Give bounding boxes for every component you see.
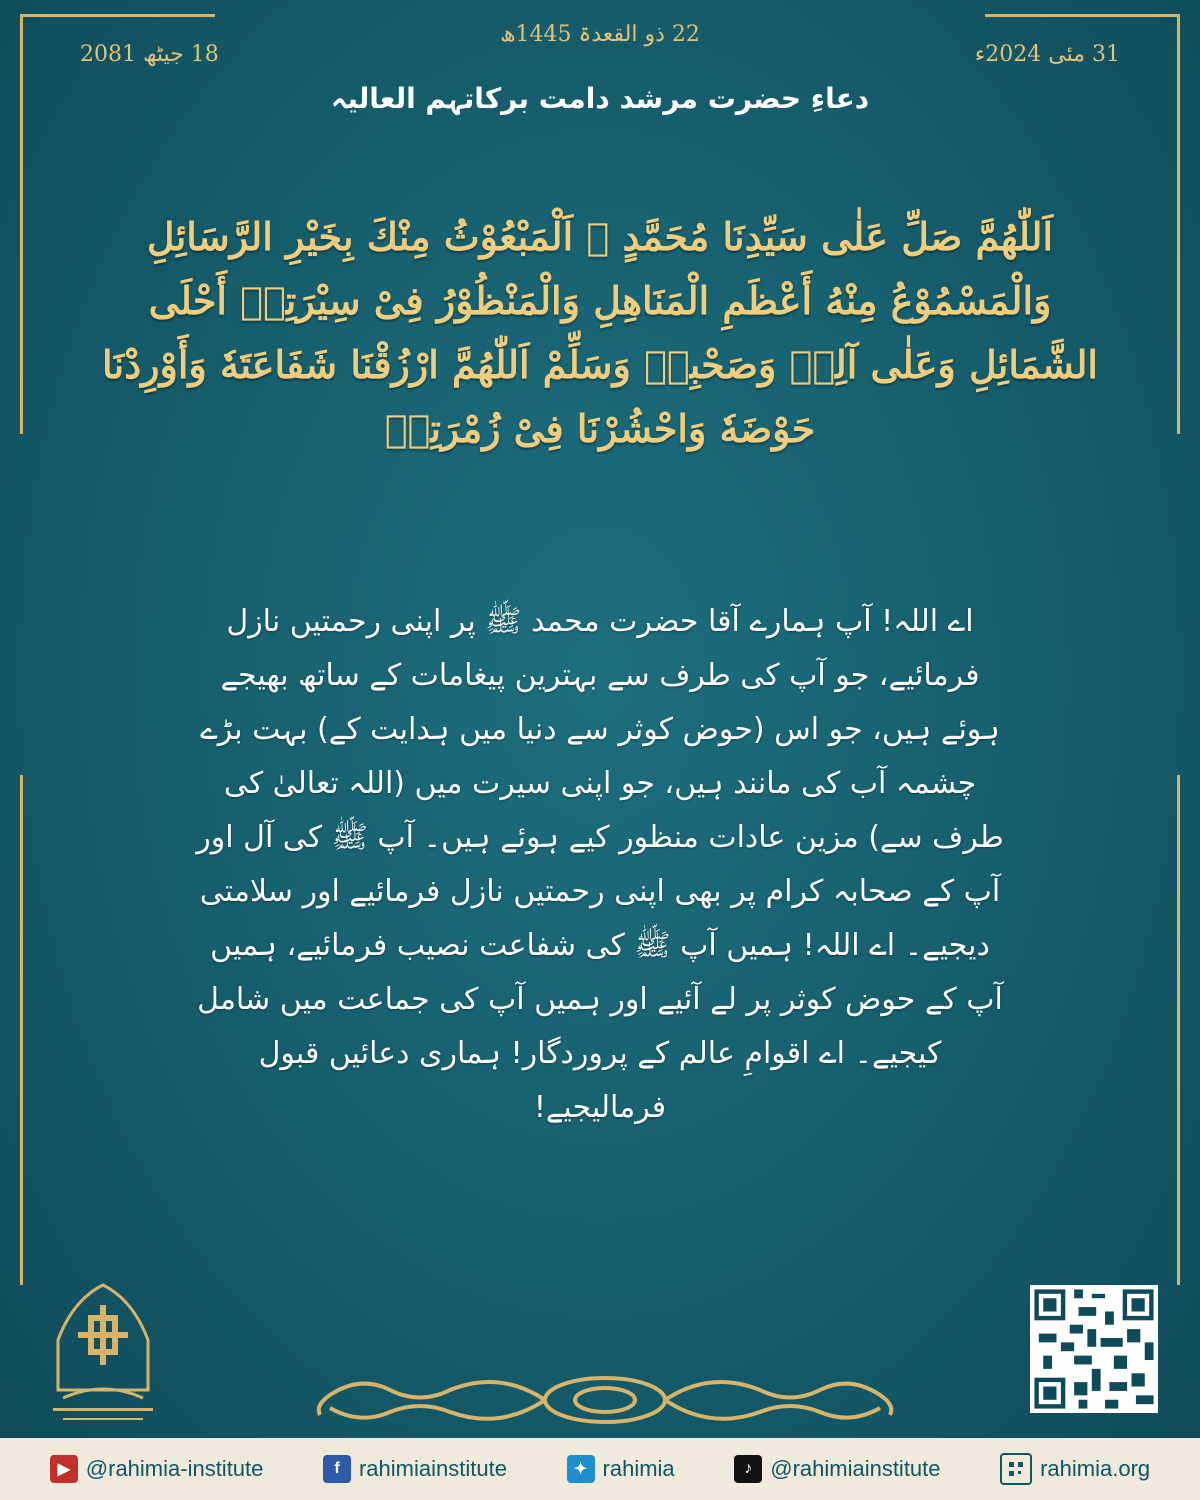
website-link[interactable] bbox=[1000, 1453, 1150, 1485]
arabic-dua: اَللّٰھُمَّ صَلِّ عَلٰی سَیِّدِنَا مُحَمَّدٍ ﷺ اَلْمَبْعُوْثُ مِنْكَ بِخَیْرِ الرَّسَائِلِ وَالْمَسْمُوْعُ مِنْهُ أَعْظَمِ الْمَنَاهِلِ وَالْمَنْظُوْرُ فِیْ سِیْرَتِهٖ أَحْلَى الشَّمَائِلِ وَعَلٰى آلِهٖ وَصَحْبِهٖ وَسَلِّمْ اَللّٰھُمَّ ارْزُقْنَا شَفَاعَتَهٗ وَأَوْرِدْنَا حَوْضَهٗ وَاحْشُرْنَا فِیْ زُمْرَتِهٖ bbox=[102, 214, 1098, 451]
frame-top-right bbox=[985, 14, 1180, 17]
qr-code-icon[interactable] bbox=[1030, 1285, 1158, 1413]
twitter-handle: rahimia bbox=[602, 1456, 675, 1481]
frame-left-top bbox=[20, 14, 23, 434]
twitter-link[interactable] bbox=[567, 1455, 675, 1483]
facebook-link[interactable] bbox=[323, 1455, 507, 1483]
tiktok-icon: ♪ bbox=[734, 1455, 762, 1483]
website-icon bbox=[1000, 1453, 1032, 1485]
frame-right-bottom bbox=[1177, 775, 1180, 1285]
hijri-date: 22 ذو القعدۃ 1445ھ bbox=[500, 22, 700, 47]
website-url: rahimia.org bbox=[1040, 1456, 1151, 1481]
footer-bar bbox=[0, 1438, 1200, 1500]
page-title: دعاءِ حضرت مرشد دامت برکاتہم العالیہ bbox=[330, 82, 870, 115]
frame-right-top bbox=[1177, 14, 1180, 434]
youtube-icon: ▶ bbox=[50, 1455, 78, 1483]
tiktok-handle: @rahimiainstitute bbox=[770, 1456, 941, 1481]
gregorian-date: 31 مئی 2024ء bbox=[974, 42, 1120, 67]
ornament-divider-icon bbox=[300, 1360, 910, 1440]
twitter-icon: ✦ bbox=[567, 1455, 595, 1483]
tiktok-link[interactable] bbox=[734, 1455, 940, 1483]
youtube-link[interactable] bbox=[50, 1455, 264, 1483]
frame-left-bottom bbox=[20, 775, 23, 1285]
urdu-translation: اے اللہ! آپ ہمارے آقا حضرت محمد ﷺ پر اپنی رحمتیں نازل فرمائیے، جو آپ کی طرف سے بہترین پیغامات کے ساتھ بھیجے ہوئے ہیں، جو اس (حوض کوثر سے دنیا میں ہدایت کے) بہت بڑے چشمہ آب کی مانند ہیں، جو اپنی سیرت میں (اللہ تعالیٰ کی طرف سے) مزین عادات منظور کیے ہوئے ہیں۔ آپ ﷺ کی آل اور آپ کے صحابہ کرام پر بھی اپنی رحمتیں نازل فرمائیے اور سلامتی دیجیے۔ اے اللہ! ہمیں آپ ﷺ کی شفاعت نصیب فرمائیے، ہمیں آپ کے حوض کوثر پر لے آئیے اور ہمیں آپ کی جماعت میں شامل کیجیے۔ اے اقوامِ عالم کے پروردگار! ہماری دعائیں قبول فرمالیجیے! bbox=[196, 604, 1004, 1125]
youtube-handle: @rahimia-institute bbox=[85, 1456, 264, 1481]
bikrami-date: 18 جیٹھ 2081 bbox=[80, 42, 219, 67]
rahimia-logo-icon bbox=[38, 1280, 168, 1430]
facebook-icon: f bbox=[323, 1455, 351, 1483]
facebook-handle: rahimiainstitute bbox=[358, 1456, 507, 1481]
frame-top-left bbox=[20, 14, 215, 17]
